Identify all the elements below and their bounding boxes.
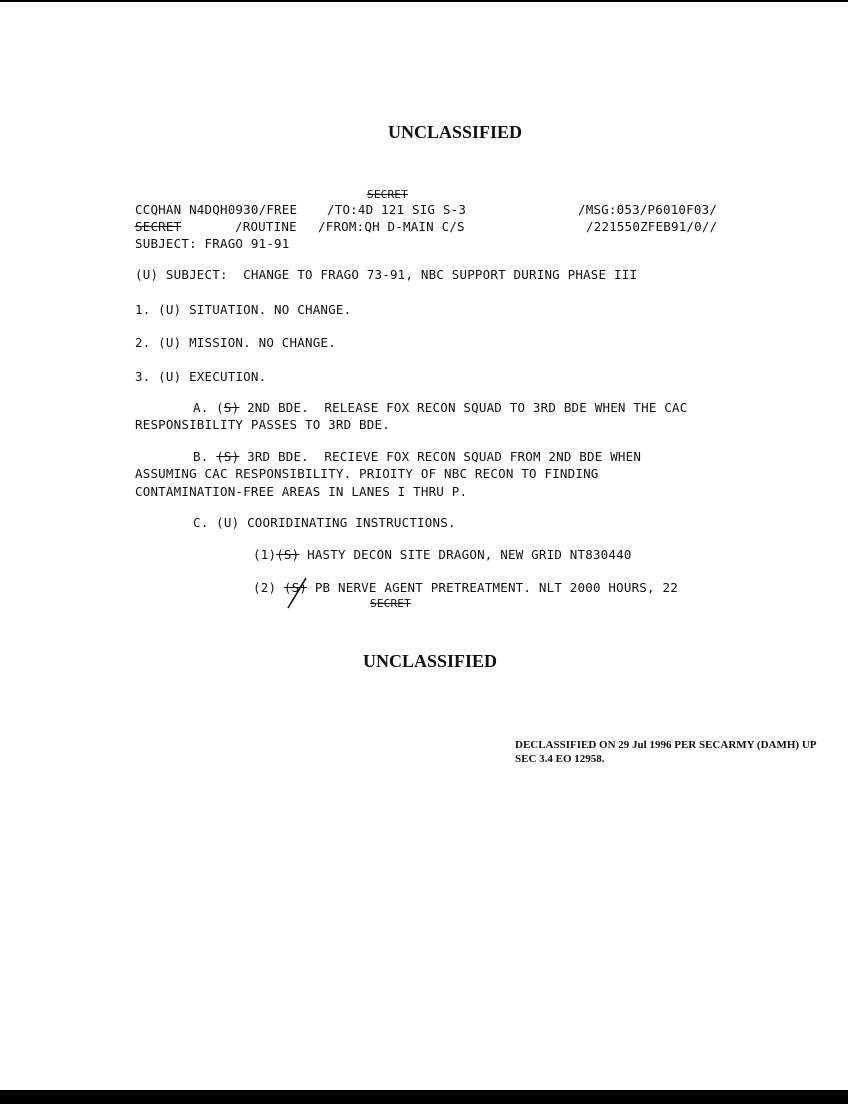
paragraph-c: C. (U) COORIDINATING INSTRUCTIONS. [193, 515, 456, 530]
instruction-item-2-text: PB NERVE AGENT PRETREATMENT. NLT 2000 HOURS, 22 [307, 580, 678, 595]
paragraph-b-line2: ASSUMING CAC RESPONSIBILITY. PRIOITY OF NBC RECON TO FINDING [135, 466, 599, 481]
header-routine: /ROUTINE [235, 219, 297, 234]
paragraph-b [193, 449, 641, 464]
paragraph-execution: 3. (U) EXECUTION. [135, 369, 267, 384]
instruction-item-1-prefix: (1) [253, 547, 277, 562]
header-line1-to: /TO:4D 121 SIG S-3 [327, 202, 467, 217]
instruction-item-2 [253, 580, 678, 595]
instruction-item-2-prefix: (2) [253, 580, 284, 595]
header-line2-right: /221550ZFEB91/0// [586, 219, 718, 234]
banner-top: UNCLASSIFIED [388, 122, 523, 142]
paragraph-mission: 2. (U) MISSION. NO CHANGE. [135, 335, 336, 350]
secret-mark-bottom: SECRET [370, 597, 411, 610]
declassification-line1: DECLASSIFIED ON 29 Jul 1996 PER SECARMY (DAMH) UP [515, 739, 817, 751]
paragraph-a-classification-mark: S) [223, 400, 240, 415]
paragraph-b-prefix: B. [193, 449, 217, 464]
paragraph-situation: 1. (U) SITUATION. NO CHANGE. [135, 302, 352, 317]
declassification-line2: SEC 3.4 EO 12958. [515, 753, 605, 765]
scan-bottom-edge [0, 1090, 848, 1104]
header-secret-mark: SECRET [135, 219, 182, 234]
header-line1-right: /MSG:053/P6010F03/ [578, 202, 718, 217]
header-line1-left: CCQHAN N4DQH0930/FREE [135, 202, 298, 217]
header-subject: SUBJECT: FRAGO 91-91 [135, 236, 290, 251]
paragraph-b-line3: CONTAMINATION-FREE AREAS IN LANES I THRU P. [135, 484, 468, 499]
paragraph-a [193, 400, 687, 415]
instruction-item-1-text: HASTY DECON SITE DRAGON, NEW GRID NT830440 [299, 547, 632, 562]
instruction-item-2-classification-mark: (S) [283, 580, 308, 595]
instruction-item-1-classification-mark: (S) [276, 547, 300, 562]
banner-bottom: UNCLASSIFIED [363, 651, 498, 671]
paragraph-a-prefix: A. ( [193, 400, 224, 415]
handwritten-slash-mark [284, 576, 310, 612]
instruction-item-1 [253, 547, 632, 562]
paragraph-b-text: 3RD BDE. RECIEVE FOX RECON SQUAD FROM 2ND BDE WHEN [239, 449, 642, 464]
paragraph-a-text: 2ND BDE. RELEASE FOX RECON SQUAD TO 3RD BDE WHEN THE CAC [239, 400, 688, 415]
secret-mark-top: SECRET [367, 188, 408, 201]
paragraph-b-classification-mark: (S) [216, 449, 240, 464]
subject-line: (U) SUBJECT: CHANGE TO FRAGO 73-91, NBC SUPPORT DURING PHASE III [135, 267, 638, 282]
header-from: /FROM:QH D-MAIN C/S [318, 219, 465, 234]
paragraph-a-line2: RESPONSIBILITY PASSES TO 3RD BDE. [135, 417, 390, 432]
scan-top-edge [0, 0, 848, 2]
